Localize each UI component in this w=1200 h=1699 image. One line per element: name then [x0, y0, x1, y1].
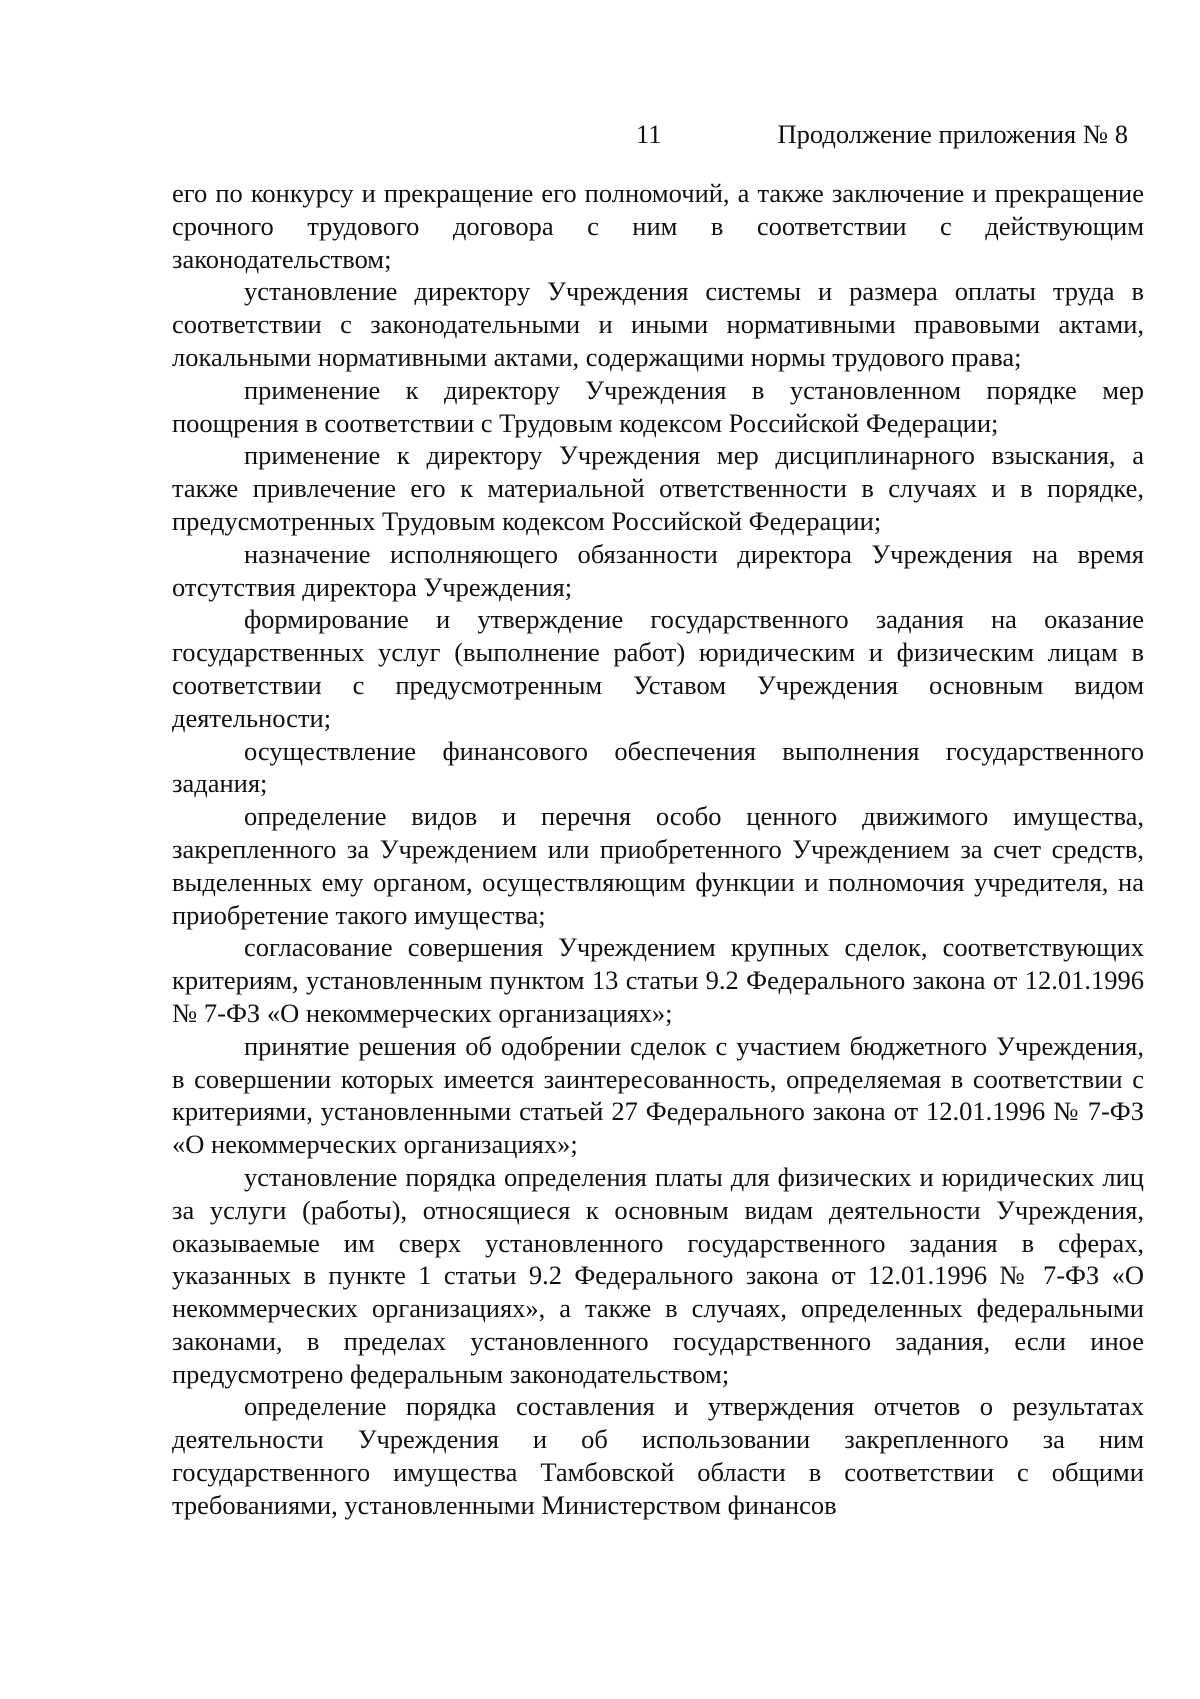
- paragraph: определение видов и перечня особо ценного движимого имущества, закрепленного за Учреждением или приобретенного Учреждением за счет средств, выделенных ему органом, осуществляющим функции и полномочия учредителя, на приобретение такого имущества;: [172, 801, 1144, 930]
- paragraph: его по конкурсу и прекращение его полномочий, а также заключение и прекращение срочного трудового договора с ним в соответствии с действующим законодательством;: [172, 178, 1144, 274]
- appendix-continuation-label: Продолжение приложения № 8: [777, 119, 1128, 149]
- paragraph: установление директору Учреждения системы и размера оплаты труда в соответствии с законодательными и иными нормативными правовыми актами, локальными нормативными актами, содержащими нормы трудового права;: [172, 276, 1144, 372]
- paragraph: принятие решения об одобрении сделок с участием бюджетного Учреждения, в совершении которых имеется заинтересованность, определяемая в соответствии с критериями, установленными статьей 27 Федерального закона от 12.01.1996 № 7-ФЗ «О некоммерческих организациях»;: [172, 1030, 1144, 1160]
- page-number: 11: [636, 119, 662, 149]
- paragraph: формирование и утверждение государственного задания на оказание государственных услуг (выполнение работ) юридическим и физическим лицам в соответствии с предусмотренным Уставом Учреждения основным видом деятельности;: [172, 604, 1144, 733]
- page-header: [0, 114, 1200, 154]
- paragraph: применение к директору Учреждения мер дисциплинарного взыскания, а также привлечение его к материальной ответственности в случаях и в порядке, предусмотренных Трудовым кодексом Российской Федерации;: [172, 440, 1144, 536]
- paragraph: назначение исполняющего обязанности директора Учреждения на время отсутствия директора Учреждения;: [172, 538, 1144, 602]
- document-body: [172, 177, 1144, 1522]
- paragraph: установление порядка определения платы для физических и юридических лиц за услуги (работы), относящиеся к основным видам деятельности Учреждения, оказываемые им сверх установленного государственного задания в сферах, указанных в пункте 1 статьи 9.2 Федерального закона от 12.01.1996 № 7-ФЗ «О некоммерческих организациях», а также в случаях, определенных федеральными законами, в пределах установленного государственного задания, если иное предусмотрено федеральным законодательством;: [172, 1161, 1144, 1389]
- paragraph: осуществление финансового обеспечения выполнения государственного задания;: [172, 735, 1144, 799]
- paragraph: применение к директору Учреждения в установленном порядке мер поощрения в соответствии с Трудовым кодексом Российской Федерации;: [172, 374, 1144, 438]
- paragraph: определение порядка составления и утверждения отчетов о результатах деятельности Учреждения и об использовании закрепленного за ним государственного имущества Тамбовской области в соответствии с общими требованиями, установленными Министерством финансов: [172, 1391, 1144, 1520]
- paragraph: согласование совершения Учреждением крупных сделок, соответствующих критериям, установленным пунктом 13 статьи 9.2 Федерального закона от 12.01.1996 № 7-ФЗ «О некоммерческих организациях»;: [172, 932, 1144, 1028]
